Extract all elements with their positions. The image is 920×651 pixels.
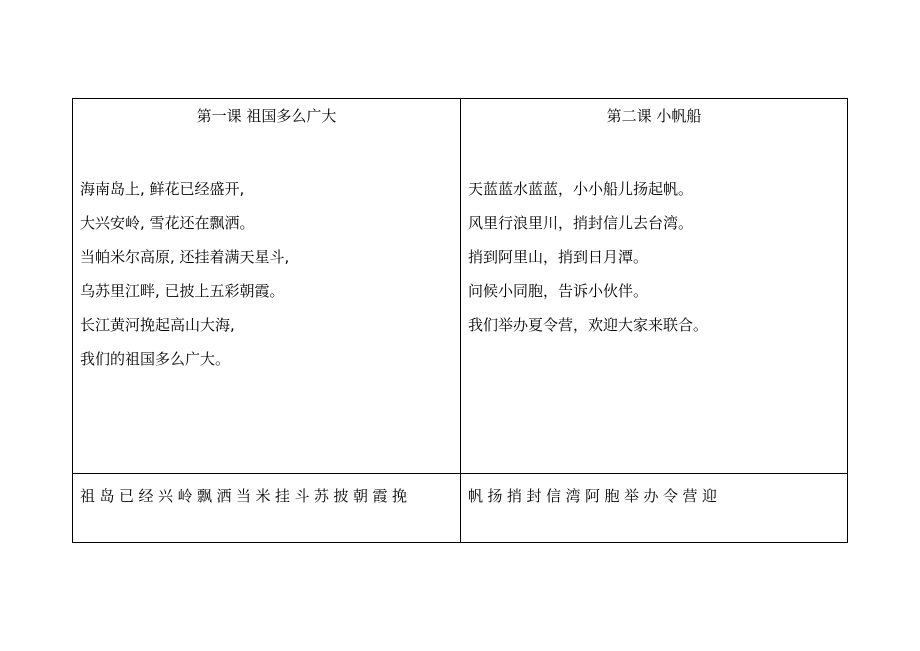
lesson-1-characters: 祖岛已经兴岭飘洒当米挂斗苏披朝霞挽 (80, 487, 412, 505)
lesson-1-poem (80, 172, 289, 376)
poem-line: 天蓝蓝水蓝蓝，小小船儿扬起帆。 (468, 180, 694, 198)
lesson-1-characters-cell (73, 474, 460, 542)
lesson-2-poem (468, 172, 708, 342)
lesson-table (72, 98, 848, 543)
poem-line: 长江黄河挽起高山大海, (80, 316, 235, 334)
poem-line: 问候小同胞，告诉小伙伴。 (468, 282, 649, 300)
lesson-1-text-cell (73, 99, 460, 473)
poem-line: 风里行浪里川，捎封信儿去台湾。 (468, 214, 694, 232)
poem-line: 捎到阿里山，捎到日月潭。 (468, 248, 649, 266)
poem-line: 我们举办夏令营，欢迎大家来联合。 (468, 316, 709, 334)
poem-line: 大兴安岭, 雪花还在飘洒。 (80, 214, 255, 232)
poem-line: 当帕米尔高原, 还挂着满天星斗, (80, 248, 290, 266)
poem-line: 海南岛上, 鲜花已经盛开, (80, 180, 245, 198)
lesson-1-title: 第一课 祖国多么广大 (196, 107, 337, 125)
poem-line: 我们的祖国多么广大。 (80, 350, 231, 368)
poem-line: 乌苏里江畔, 已披上五彩朝霞。 (80, 282, 285, 300)
lesson-2-title: 第二课 小帆船 (606, 107, 702, 125)
lesson-2-text-cell (461, 99, 847, 473)
lesson-2-characters-cell (461, 474, 847, 542)
lesson-2-characters: 帆扬捎封信湾阿胞举办令营迎 (468, 487, 722, 505)
